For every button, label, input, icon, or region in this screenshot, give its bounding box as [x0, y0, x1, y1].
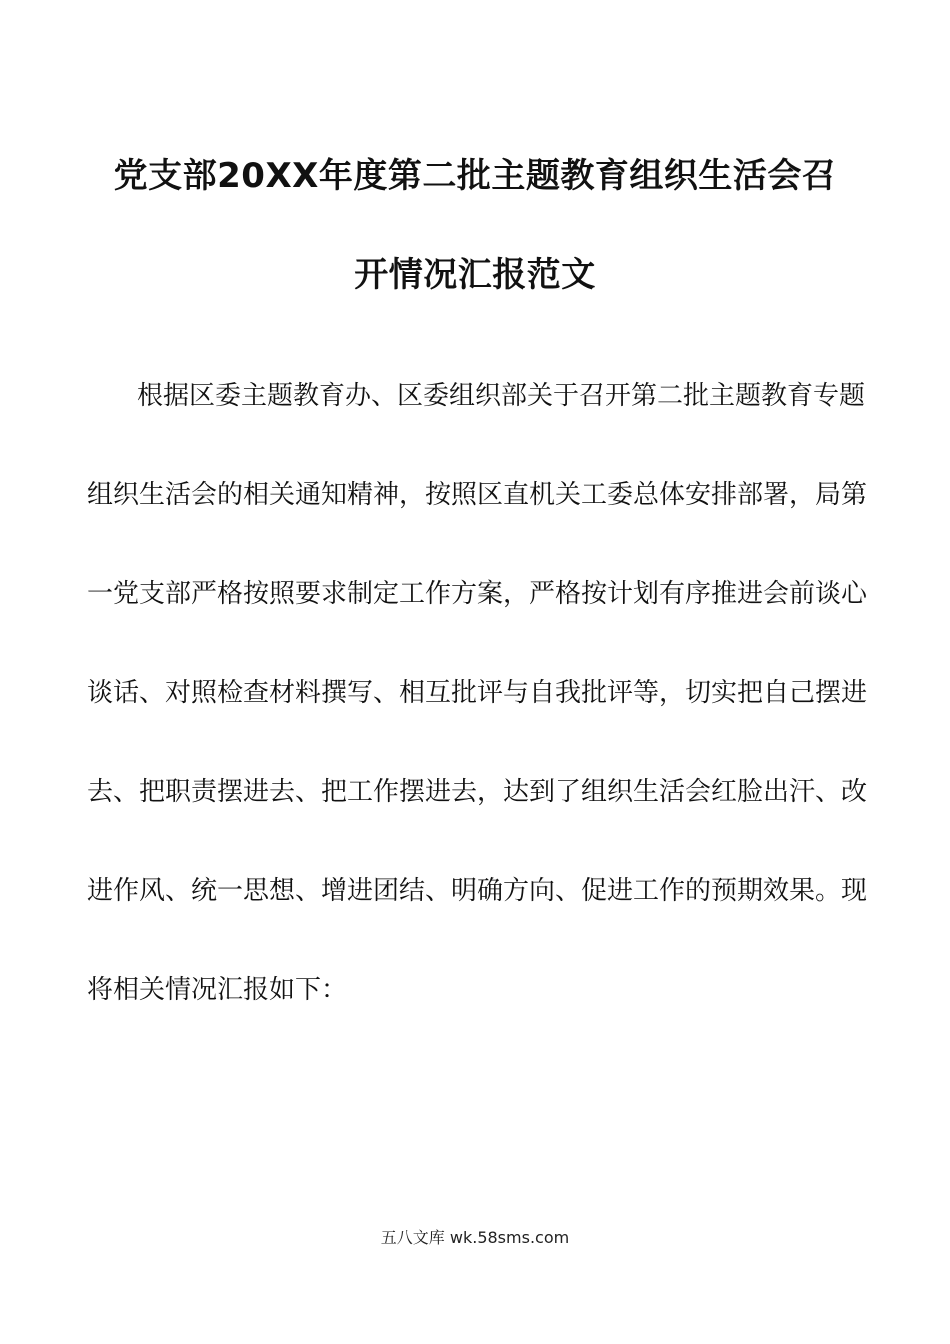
- paragraph-line-1: 根据区委主题教育办、区委组织部关于召开第二批主题教育专题: [137, 381, 866, 411]
- page-footer: 五八文库 wk.58sms.com: [380, 1228, 570, 1247]
- paragraph-line-3: 一党支部严格按照要求制定工作方案，严格按计划有序推进会前谈心: [87, 579, 868, 609]
- paragraph-line-7: 将相关情况汇报如下：: [87, 975, 348, 1005]
- paragraph-line-4: 谈话、对照检查材料撰写、相互批评与自我批评等，切实把自己摆进: [87, 678, 868, 708]
- paragraph-line-5: 去、把职责摆进去、把工作摆进去，达到了组织生活会红脸出汗、改: [87, 777, 868, 807]
- document-title-line-1: 党支部20XX年度第二批主题教育组织生活会召: [113, 156, 837, 196]
- paragraph-line-6: 进作风、统一思想、增进团结、明确方向、促进工作的预期效果。现: [87, 876, 868, 906]
- paragraph-line-2: 组织生活会的相关通知精神，按照区直机关工委总体安排部署，局第: [87, 480, 868, 510]
- document-title-line-2: 开情况汇报范文: [354, 255, 596, 295]
